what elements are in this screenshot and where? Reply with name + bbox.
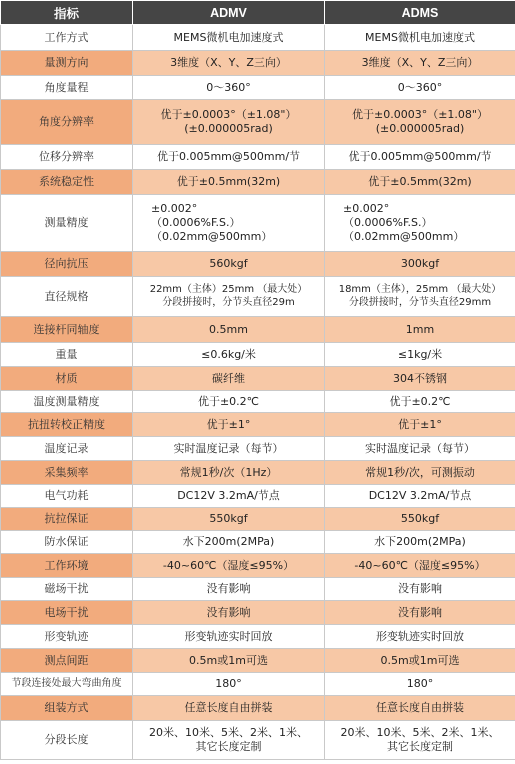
row-label: 量测方向 [1, 51, 133, 76]
admv-value: MEMS微机电加速度式 [133, 25, 325, 51]
adms-value: 优于±1° [325, 413, 515, 437]
header-adms: ADMS [325, 1, 515, 25]
table-row [1, 367, 515, 391]
adms-value [325, 100, 515, 145]
adms-line: 20米、10米、5米、2米、1米、 [340, 726, 500, 740]
admv-value: 3维度（X、Y、Z三向） [133, 51, 325, 76]
row-label: 径向抗压 [1, 252, 133, 277]
admv-line: ±0.002° [151, 202, 198, 216]
table-row [1, 531, 515, 554]
admv-value: 任意长度自由拼装 [133, 696, 325, 721]
table-row [1, 76, 515, 100]
table-row [1, 51, 515, 76]
table-row [1, 195, 515, 252]
adms-value: 180° [325, 673, 515, 696]
row-label: 角度量程 [1, 76, 133, 100]
adms-value: 没有影响 [325, 578, 515, 601]
admv-line: (±0.000005rad) [184, 122, 273, 135]
adms-value: 水下200m(2MPa) [325, 531, 515, 554]
admv-value: DC12V 3.2mA/节点 [133, 485, 325, 508]
adms-value: 优于±0.2℃ [325, 391, 515, 413]
row-label: 系统稳定性 [1, 170, 133, 195]
adms-value: 优于±0.5mm(32m) [325, 170, 515, 195]
admv-line: （0.0006%F.S.） [151, 216, 241, 230]
table-row [1, 277, 515, 317]
table-row [1, 578, 515, 601]
table-row [1, 485, 515, 508]
table-row [1, 252, 515, 277]
admv-line: 分段拼接时，分节头直径29m [162, 296, 295, 308]
adms-value: 0～360° [325, 76, 515, 100]
admv-value: -40~60℃（湿度≤95%） [133, 554, 325, 578]
adms-line: （0.0006%F.S.） [343, 216, 433, 230]
adms-value [325, 277, 515, 317]
adms-value: 常规1秒/次，可测振动 [325, 461, 515, 485]
row-label: 工作环境 [1, 554, 133, 578]
admv-line: 20米、10米、5米、2米、1米、 [149, 726, 308, 740]
admv-line: 其它长度定制 [195, 740, 262, 753]
adms-value [325, 195, 515, 252]
adms-line: 其它长度定制 [387, 740, 453, 753]
adms-line: 分段拼接时，分节头直径29mm [348, 296, 492, 308]
admv-value: 没有影响 [133, 601, 325, 625]
admv-line: 优于±0.0003°（±1.08"） [160, 108, 297, 122]
row-label: 温度记录 [1, 437, 133, 461]
adms-value: ≤1kg/米 [325, 343, 515, 367]
adms-value: MEMS微机电加速度式 [325, 25, 515, 51]
table-row [1, 508, 515, 531]
adms-value: 0.5m或1m可选 [325, 649, 515, 673]
admv-value: 实时温度记录（每节） [133, 437, 325, 461]
row-label: 测点间距 [1, 649, 133, 673]
row-label: 连接杆同轴度 [1, 317, 133, 343]
adms-value: -40~60℃（湿度≤95%） [325, 554, 515, 578]
row-label: 防水保证 [1, 531, 133, 554]
admv-value: 优于±1° [133, 413, 325, 437]
table-row [1, 601, 515, 625]
adms-value: 300kgf [325, 252, 515, 277]
table-row [1, 437, 515, 461]
row-label: 角度分辨率 [1, 100, 133, 145]
table-row [1, 554, 515, 578]
row-label: 形变轨迹 [1, 625, 133, 649]
header-admv: ADMV [133, 1, 325, 25]
adms-value: DC12V 3.2mA/节点 [325, 485, 515, 508]
row-label: 直径规格 [1, 277, 133, 317]
admv-value: 180° [133, 673, 325, 696]
adms-line: 18mm（主体），25mm （最大处） [338, 284, 502, 295]
admv-value [133, 721, 325, 760]
row-label: 抗扭转校正精度 [1, 413, 133, 437]
admv-value: 优于0.005mm@500mm/节 [133, 145, 325, 170]
admv-value [133, 100, 325, 145]
row-label: 分段长度 [1, 721, 133, 760]
table-row [1, 649, 515, 673]
row-label: 采集频率 [1, 461, 133, 485]
row-label: 电气功耗 [1, 485, 133, 508]
row-label: 抗拉保证 [1, 508, 133, 531]
admv-value: 0.5m或1m可选 [133, 649, 325, 673]
adms-value: 优于0.005mm@500mm/节 [325, 145, 515, 170]
table-row [1, 461, 515, 485]
adms-value: 没有影响 [325, 601, 515, 625]
row-label: 测量精度 [1, 195, 133, 252]
table-row [1, 625, 515, 649]
table-row [1, 721, 515, 760]
adms-value: 3维度（X、Y、Z三向） [325, 51, 515, 76]
table-row [1, 145, 515, 170]
table-header-row [1, 1, 515, 25]
adms-line: （0.02mm@500mm） [343, 229, 465, 243]
adms-value: 形变轨迹实时回放 [325, 625, 515, 649]
adms-value [325, 721, 515, 760]
row-label: 磁场干扰 [1, 578, 133, 601]
table-row [1, 170, 515, 195]
admv-value [133, 277, 325, 317]
adms-line: 优于±0.0003°（±1.08"） [352, 108, 488, 122]
table-row [1, 100, 515, 145]
admv-value: 0.5mm [133, 317, 325, 343]
row-label: 工作方式 [1, 25, 133, 51]
admv-value: 常规1秒/次（1Hz） [133, 461, 325, 485]
admv-value: 560kgf [133, 252, 325, 277]
row-label: 电场干扰 [1, 601, 133, 625]
adms-value: 实时温度记录（每节） [325, 437, 515, 461]
table-row [1, 25, 515, 51]
admv-value: ≤0.6kg/米 [133, 343, 325, 367]
table-row [1, 391, 515, 413]
table-row [1, 696, 515, 721]
row-label: 重量 [1, 343, 133, 367]
admv-value: 形变轨迹实时回放 [133, 625, 325, 649]
table-row [1, 343, 515, 367]
row-label: 组装方式 [1, 696, 133, 721]
admv-value: 0～360° [133, 76, 325, 100]
admv-value: 优于±0.5mm(32m) [133, 170, 325, 195]
admv-value: 水下200m(2MPa) [133, 531, 325, 554]
row-label: 材质 [1, 367, 133, 391]
admv-value [133, 195, 325, 252]
admv-value: 没有影响 [133, 578, 325, 601]
admv-line: （0.02mm@500mm） [151, 229, 273, 243]
admv-value: 优于±0.2℃ [133, 391, 325, 413]
table-row [1, 673, 515, 696]
adms-value: 任意长度自由拼装 [325, 696, 515, 721]
adms-line: ±0.002° [343, 202, 390, 216]
adms-value: 1mm [325, 317, 515, 343]
row-label: 温度测量精度 [1, 391, 133, 413]
row-label: 位移分辨率 [1, 145, 133, 170]
table-row [1, 413, 515, 437]
admv-value: 550kgf [133, 508, 325, 531]
admv-value: 碳纤维 [133, 367, 325, 391]
adms-value: 550kgf [325, 508, 515, 531]
adms-line: (±0.000005rad) [375, 122, 465, 135]
header-indicator: 指标 [1, 1, 133, 25]
adms-value: 304不锈钢 [325, 367, 515, 391]
admv-line: 22mm（主体）25mm （最大处） [149, 284, 308, 295]
row-label: 节段连接处最大弯曲角度 [1, 673, 133, 696]
table-row [1, 317, 515, 343]
